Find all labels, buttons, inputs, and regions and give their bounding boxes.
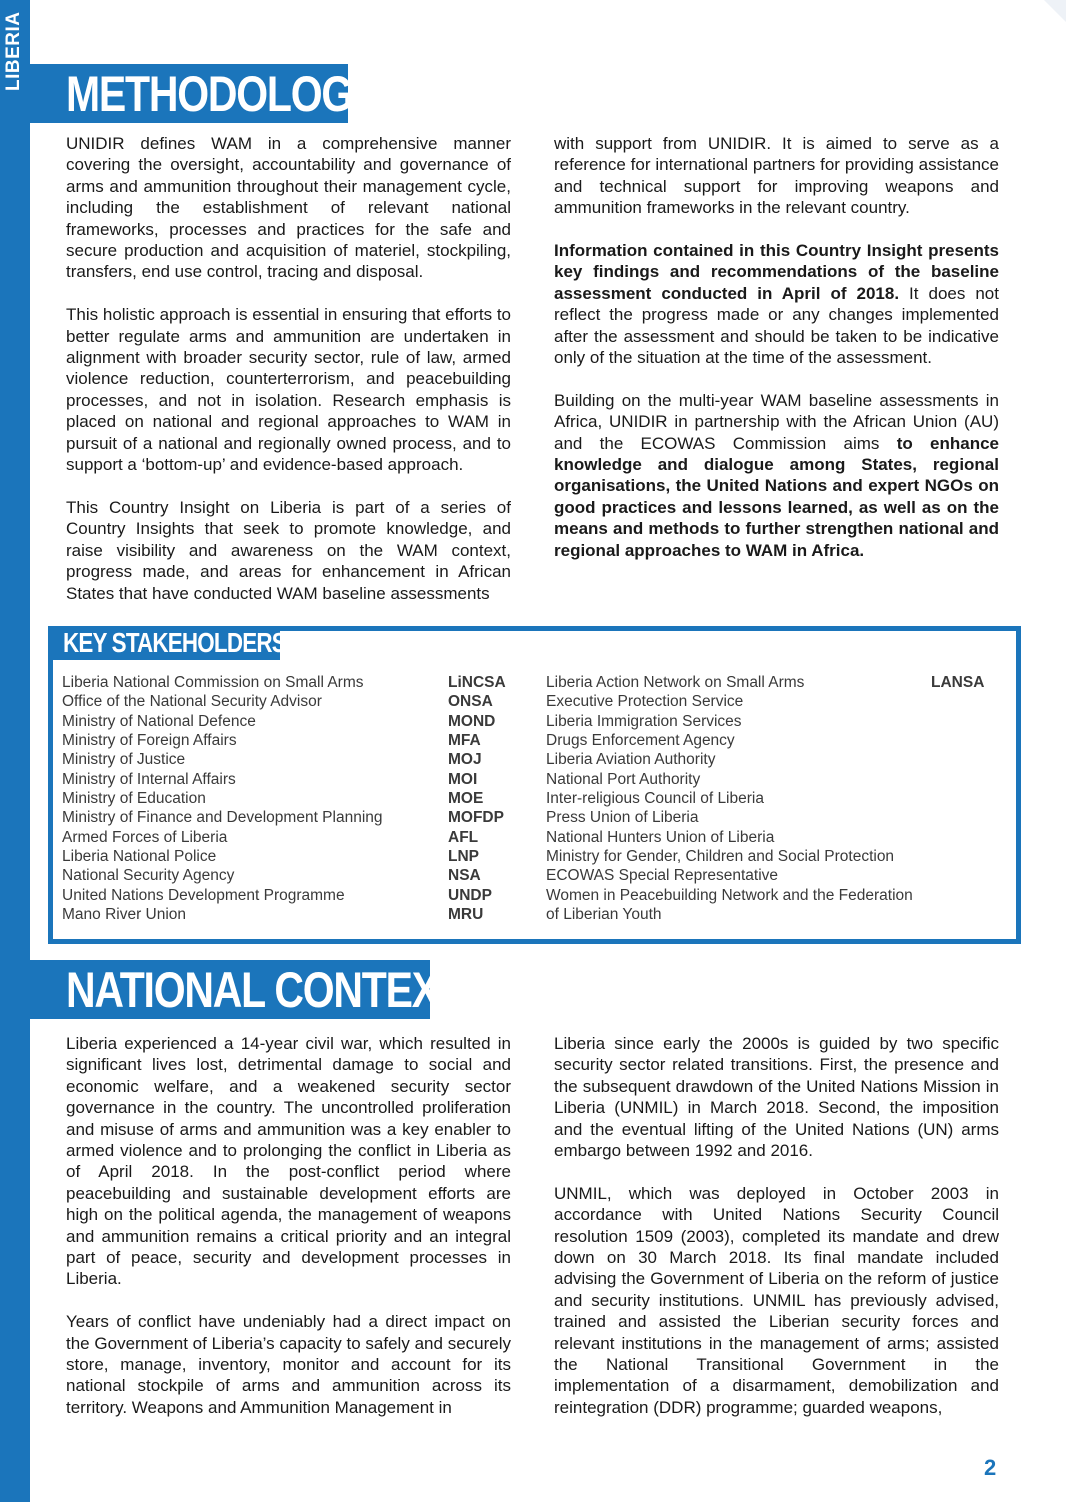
stakeholder-abbreviation: ONSA: [448, 693, 493, 711]
stakeholder-name: Ministry of Foreign Affairs: [62, 732, 237, 750]
stakeholder-abbreviation: NSA: [448, 867, 481, 885]
stakeholder-abbreviation: LiNCSA: [448, 674, 506, 691]
stakeholder-name: National Hunters Union of Liberia: [546, 828, 775, 846]
stakeholder-name: Ministry of National Defence: [62, 712, 256, 730]
stakeholder-name: Inter-religious Council of Liberia: [546, 790, 764, 808]
stakeholder-name: Office of the National Security Advisor: [62, 693, 322, 711]
methodology-right-column: [554, 133, 999, 561]
paragraph: with support from UNIDIR. It is aimed to serve as a reference for international partners for providing assistance and technical support for improving weapons and ammunition frameworks in the relevant country.: [554, 134, 999, 218]
stakeholder-abbreviation: MOE: [448, 790, 484, 808]
stakeholder-name: Drugs Enforcement Agency: [546, 732, 735, 750]
stakeholders-left-names: [62, 673, 442, 924]
stakeholder-name: Liberia Immigration Services: [546, 712, 742, 730]
stakeholder-name: ECOWAS Special Representative: [546, 867, 779, 885]
stakeholder-name: Women in Peacebuilding Network and the Federation: [546, 886, 913, 904]
paragraph: Liberia since early the 2000s is guided by two specific security sector related transitions. First, the presence and the subsequent drawdown of the United Nations Mission in Liberia (UNMIL) in March 2018. Second, the imposition and the eventual lifting of the United Nations (UN) arms embargo between 1992 and 2016.: [554, 1034, 999, 1161]
stakeholder-name: National Port Authority: [546, 770, 701, 788]
paragraph: [554, 390, 999, 561]
text: Building on the multi-year WAM baseline assessments in Africa, UNIDIR in partnership with the African Union (AU) and the ECOWAS Commission aims: [554, 390, 999, 453]
text: It does not reflect the progress made or any changes implemented after the assessment and should be taken to be indicative only of the situation at the time of the assessment.: [554, 283, 999, 368]
stakeholder-name: United Nations Development Programme: [62, 886, 345, 904]
stakeholder-name: Executive Protection Service: [546, 693, 744, 711]
stakeholder-abbreviation: MOJ: [448, 751, 482, 769]
national-context-right-column: [554, 1033, 999, 1418]
stakeholder-name: Ministry for Gender, Children and Social Protection: [546, 848, 895, 866]
country-side-label: LIBERIA: [3, 12, 24, 92]
stakeholder-name: Ministry of Justice: [62, 751, 186, 769]
paragraph: This Country Insight on Liberia is part of a series of Country Insights that seek to promote knowledge, and raise visibility and awareness on the WAM context, progress made, and areas for enhancement in African States that have conducted WAM baseline assessments: [66, 497, 511, 603]
bold-text: Information contained in this Country Insight presents key findings and recommendations of the baseline assessment conducted in April of 2018.: [554, 241, 999, 303]
stakeholder-name: National Security Agency: [62, 867, 235, 885]
stakeholder-name: Armed Forces of Liberia: [62, 828, 228, 846]
stakeholders-heading: [48, 626, 286, 660]
stakeholder-name: Mano River Union: [62, 906, 187, 924]
stakeholder-name: Liberia National Commission on Small Arms: [62, 674, 364, 691]
page-number: 2: [984, 1455, 997, 1480]
stakeholders-left-abbreviations: [448, 673, 528, 924]
paragraph: Liberia experienced a 14-year civil war, which resulted in significant lives lost, detrimental damage to social and economic welfare, and a weakened security sector governance in the country. The uncontrolled proliferation and misuse of arms and ammunition was a key enabler to armed violence and to prolonging the conflict in Liberia as of April 2018. In the post-conflict period where peacebuilding and sustainable development efforts are high on the political agenda, the management of weapons and ammunition remains a critical priority and an integral part of peace, security and development processes in Liberia.: [66, 1034, 511, 1289]
stakeholder-abbreviation: AFL: [448, 828, 479, 846]
stakeholders-right-names: [546, 673, 936, 924]
page-corner-fold: [1044, 0, 1066, 22]
paragraph: This holistic approach is essential in ensuring that efforts to better regulate arms and ammunition are undertaken in alignment with broader security sector, rule of law, armed violence reduction, counterterrorism, and peacebuilding processes, and not in isolation. Research emphasis is placed on national and regional approaches to WAM in pursuit of a national and regionally owned process, and to support a ‘bottom-up’ and evidence-based approach.: [66, 305, 511, 475]
stakeholders-heading-text: KEY STAKEHOLDERS: [63, 627, 286, 658]
paragraph: UNIDIR defines WAM in a comprehensive manner covering the oversight, accountability and governance of arms and ammunition throughout their management cycle, including the establishment of relevant national frameworks, processes and practices for the safe and secure production and acquisition of materiel, stockpiling, transfers, end use control, tracing and disposal.: [66, 134, 511, 282]
stakeholder-name: Liberia Aviation Authority: [546, 751, 716, 769]
stakeholder-name: Press Union of Liberia: [546, 809, 699, 827]
stakeholder-name: Liberia Action Network on Small Arms: [546, 674, 805, 691]
paragraph: UNMIL, which was deployed in October 2003 in accordance with United Nations Security Council resolution 1509 (2003), completed its mandate and drew down on 30 March 2018. Its final mandate included advising the Government of Liberia on the reform of justice and security institutions. UNMIL has previously advised, trained and assisted the Liberian security forces and relevant institutions in the management of arms; assisted the National Transitional Government in the implementation of a disarmament, demobilization and reintegration (DDR) programme; guarded weapons,: [554, 1183, 999, 1417]
stakeholder-abbreviation: MFA: [448, 732, 481, 750]
stakeholder-abbreviation: MOI: [448, 770, 478, 788]
stakeholder-abbreviation: LNP: [448, 848, 479, 866]
stakeholder-name: of Liberian Youth: [546, 906, 662, 924]
stakeholder-abbreviation: UNDP: [448, 886, 492, 904]
stakeholder-name: Ministry of Finance and Development Planning: [62, 809, 383, 827]
national-context-left-column: [66, 1033, 511, 1418]
bold-text: to enhance knowledge and dialogue among States, regional organisations, the United Nations and expert NGOs on good practices and lessons learned, as well as on the means and methods to further strengthen national and regional approaches to WAM in Africa.: [554, 433, 999, 560]
side-bar: [0, 0, 30, 1502]
stakeholder-name: Ministry of Education: [62, 790, 206, 808]
stakeholder-name: Ministry of Internal Affairs: [62, 770, 236, 788]
paragraph: [554, 240, 999, 368]
stakeholders-right-abbreviations: [931, 673, 1001, 692]
national-context-heading-text: NATIONAL CONTEXT: [66, 962, 462, 1018]
paragraph: Years of conflict have undeniably had a direct impact on the Government of Liberia’s capacity to safely and securely store, manage, inventory, monitor and account for its national stockpile of arms and ammunition across its territory. Weapons and Ammunition Management in: [66, 1312, 511, 1417]
stakeholder-abbreviation: MRU: [448, 906, 484, 924]
national-context-heading: [30, 960, 462, 1019]
stakeholder-abbreviation: MOND: [448, 712, 496, 730]
stakeholder-name: Liberia National Police: [62, 848, 217, 866]
methodology-heading-text: METHODOLOGY: [66, 66, 379, 122]
stakeholder-abbreviation: LANSA: [931, 674, 985, 691]
methodology-heading: [30, 64, 379, 123]
stakeholder-abbreviation: MOFDP: [448, 809, 504, 827]
methodology-left-column: [66, 133, 511, 604]
